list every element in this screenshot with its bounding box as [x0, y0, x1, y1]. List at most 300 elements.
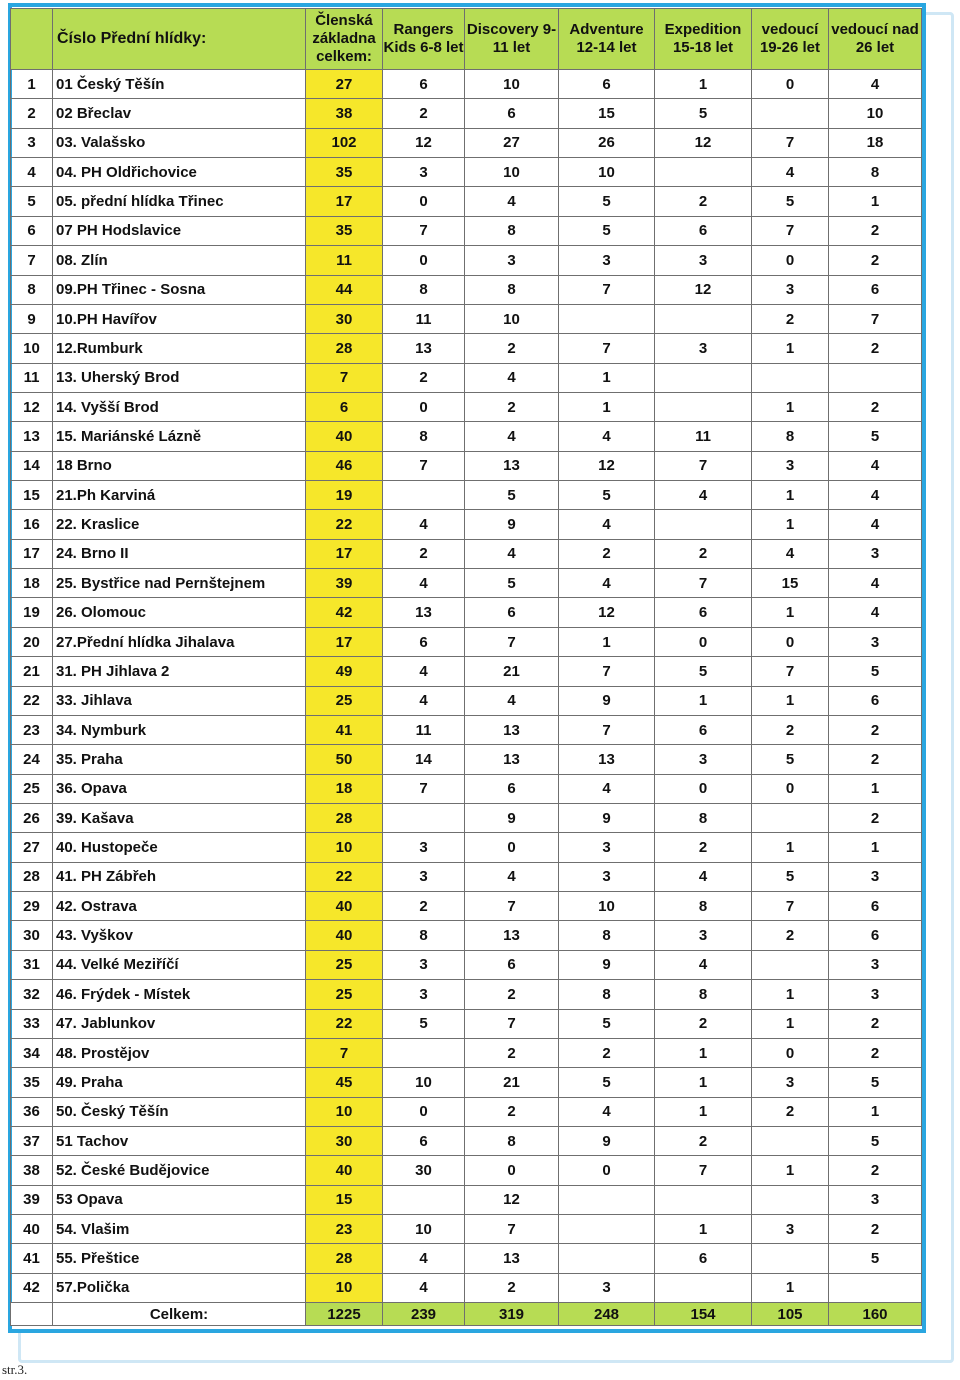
row-leaders-old: 4 — [829, 481, 922, 510]
row-rangers: 5 — [383, 1009, 465, 1038]
row-total: 42 — [306, 598, 383, 627]
header-total: Členská základna celkem: — [306, 9, 383, 70]
table-row — [11, 392, 922, 421]
row-rangers: 2 — [383, 539, 465, 568]
row-expedition: 2 — [655, 1009, 752, 1038]
row-adventure: 3 — [559, 862, 655, 891]
row-expedition: 7 — [655, 1156, 752, 1185]
row-leaders-young — [752, 950, 829, 979]
row-adventure: 1 — [559, 363, 655, 392]
table-row — [11, 1273, 922, 1302]
header-leaders-old: vedoucí nad 26 let — [829, 9, 922, 70]
row-name: 42. Ostrava — [53, 892, 306, 921]
row-total: 46 — [306, 451, 383, 480]
row-leaders-young: 7 — [752, 128, 829, 157]
row-discovery: 10 — [465, 70, 559, 99]
table-row — [11, 187, 922, 216]
row-number: 35 — [11, 1068, 53, 1097]
table-row — [11, 1097, 922, 1126]
row-expedition: 6 — [655, 715, 752, 744]
row-leaders-old: 10 — [829, 99, 922, 128]
table-row — [11, 657, 922, 686]
row-leaders-old: 2 — [829, 1215, 922, 1244]
row-expedition: 1 — [655, 1097, 752, 1126]
row-adventure: 9 — [559, 1126, 655, 1155]
table-row — [11, 715, 922, 744]
table-row — [11, 598, 922, 627]
row-leaders-young: 1 — [752, 686, 829, 715]
row-number: 18 — [11, 569, 53, 598]
row-adventure: 5 — [559, 187, 655, 216]
table-row — [11, 833, 922, 862]
row-discovery: 13 — [465, 715, 559, 744]
row-expedition — [655, 510, 752, 539]
row-expedition: 8 — [655, 980, 752, 1009]
row-leaders-young: 7 — [752, 657, 829, 686]
row-discovery: 8 — [465, 1126, 559, 1155]
row-rangers: 3 — [383, 833, 465, 862]
row-leaders-young: 3 — [752, 451, 829, 480]
row-expedition: 2 — [655, 187, 752, 216]
row-expedition: 1 — [655, 1068, 752, 1097]
row-leaders-old: 5 — [829, 1244, 922, 1273]
row-leaders-old: 2 — [829, 216, 922, 245]
row-discovery: 9 — [465, 803, 559, 832]
row-leaders-young: 1 — [752, 598, 829, 627]
row-adventure: 12 — [559, 598, 655, 627]
row-rangers: 3 — [383, 950, 465, 979]
row-expedition: 12 — [655, 275, 752, 304]
header-name: Číslo Přední hlídky: — [53, 9, 306, 70]
row-adventure: 9 — [559, 950, 655, 979]
row-number: 17 — [11, 539, 53, 568]
row-discovery: 2 — [465, 334, 559, 363]
row-number: 13 — [11, 422, 53, 451]
row-name: 52. České Budějovice — [53, 1156, 306, 1185]
row-discovery: 5 — [465, 569, 559, 598]
row-number: 2 — [11, 99, 53, 128]
row-leaders-young: 3 — [752, 275, 829, 304]
row-leaders-young: 1 — [752, 481, 829, 510]
row-leaders-old: 2 — [829, 1009, 922, 1038]
table-row — [11, 745, 922, 774]
table-row — [11, 99, 922, 128]
row-name: 39. Kašava — [53, 803, 306, 832]
row-leaders-old: 3 — [829, 1185, 922, 1214]
row-expedition: 1 — [655, 70, 752, 99]
row-number: 8 — [11, 275, 53, 304]
row-expedition: 7 — [655, 451, 752, 480]
row-expedition: 3 — [655, 921, 752, 950]
row-leaders-young — [752, 99, 829, 128]
row-rangers: 7 — [383, 774, 465, 803]
row-number: 10 — [11, 334, 53, 363]
row-total: 41 — [306, 715, 383, 744]
row-number: 33 — [11, 1009, 53, 1038]
row-leaders-young: 1 — [752, 1009, 829, 1038]
row-leaders-young: 1 — [752, 833, 829, 862]
row-total: 7 — [306, 1038, 383, 1067]
footer-row — [11, 1303, 922, 1326]
row-leaders-old: 3 — [829, 539, 922, 568]
row-rangers: 3 — [383, 980, 465, 1009]
row-expedition: 1 — [655, 1215, 752, 1244]
row-name: 05. přední hlídka Třinec — [53, 187, 306, 216]
row-name: 02 Břeclav — [53, 99, 306, 128]
row-adventure: 9 — [559, 803, 655, 832]
row-number: 40 — [11, 1215, 53, 1244]
row-leaders-old: 2 — [829, 1038, 922, 1067]
row-leaders-young: 4 — [752, 539, 829, 568]
table-row — [11, 246, 922, 275]
table-row — [11, 862, 922, 891]
row-total: 11 — [306, 246, 383, 275]
row-leaders-young: 2 — [752, 921, 829, 950]
row-number: 4 — [11, 158, 53, 187]
row-number: 28 — [11, 862, 53, 891]
row-discovery: 3 — [465, 246, 559, 275]
table-row — [11, 334, 922, 363]
row-leaders-old: 18 — [829, 128, 922, 157]
row-expedition: 3 — [655, 745, 752, 774]
row-rangers: 2 — [383, 363, 465, 392]
row-leaders-old: 1 — [829, 187, 922, 216]
row-leaders-young: 5 — [752, 862, 829, 891]
row-discovery: 10 — [465, 158, 559, 187]
row-number: 24 — [11, 745, 53, 774]
row-discovery: 2 — [465, 980, 559, 1009]
row-leaders-old: 2 — [829, 715, 922, 744]
row-number: 14 — [11, 451, 53, 480]
table-row — [11, 774, 922, 803]
row-total: 50 — [306, 745, 383, 774]
row-number: 19 — [11, 598, 53, 627]
row-adventure: 3 — [559, 246, 655, 275]
row-leaders-old: 2 — [829, 246, 922, 275]
row-name: 34. Nymburk — [53, 715, 306, 744]
row-adventure: 13 — [559, 745, 655, 774]
row-adventure: 1 — [559, 627, 655, 656]
row-number: 16 — [11, 510, 53, 539]
row-discovery: 10 — [465, 304, 559, 333]
row-expedition — [655, 392, 752, 421]
row-rangers: 13 — [383, 334, 465, 363]
row-rangers: 13 — [383, 598, 465, 627]
row-expedition — [655, 158, 752, 187]
row-number: 27 — [11, 833, 53, 862]
row-leaders-old: 4 — [829, 510, 922, 539]
row-rangers: 10 — [383, 1215, 465, 1244]
row-leaders-young: 2 — [752, 1097, 829, 1126]
row-name: 25. Bystřice nad Pernštejnem — [53, 569, 306, 598]
row-adventure: 7 — [559, 275, 655, 304]
row-leaders-young: 0 — [752, 246, 829, 275]
row-number: 39 — [11, 1185, 53, 1214]
row-number: 34 — [11, 1038, 53, 1067]
row-name: 14. Vyšší Brod — [53, 392, 306, 421]
table-row — [11, 1068, 922, 1097]
row-expedition — [655, 304, 752, 333]
row-discovery: 5 — [465, 481, 559, 510]
row-expedition: 2 — [655, 539, 752, 568]
table-row — [11, 1126, 922, 1155]
row-leaders-young — [752, 1185, 829, 1214]
row-rangers: 30 — [383, 1156, 465, 1185]
row-leaders-old: 5 — [829, 422, 922, 451]
row-name: 21.Ph Karviná — [53, 481, 306, 510]
row-leaders-old: 3 — [829, 862, 922, 891]
table-row — [11, 363, 922, 392]
row-name: 47. Jablunkov — [53, 1009, 306, 1038]
row-number: 15 — [11, 481, 53, 510]
row-rangers: 12 — [383, 128, 465, 157]
row-discovery: 0 — [465, 1156, 559, 1185]
row-expedition: 3 — [655, 334, 752, 363]
row-leaders-young: 1 — [752, 392, 829, 421]
row-discovery: 12 — [465, 1185, 559, 1214]
row-discovery: 13 — [465, 451, 559, 480]
row-total: 27 — [306, 70, 383, 99]
row-number: 7 — [11, 246, 53, 275]
row-leaders-young: 8 — [752, 422, 829, 451]
table-row — [11, 481, 922, 510]
row-leaders-old: 1 — [829, 1097, 922, 1126]
row-name: 33. Jihlava — [53, 686, 306, 715]
row-adventure — [559, 1185, 655, 1214]
row-rangers: 8 — [383, 422, 465, 451]
row-expedition: 4 — [655, 950, 752, 979]
table-row — [11, 1156, 922, 1185]
row-expedition: 8 — [655, 892, 752, 921]
row-rangers: 4 — [383, 1244, 465, 1273]
row-number: 22 — [11, 686, 53, 715]
row-name: 26. Olomouc — [53, 598, 306, 627]
row-leaders-young: 7 — [752, 216, 829, 245]
row-name: 53 Opava — [53, 1185, 306, 1214]
header-discovery: Discovery 9-11 let — [465, 9, 559, 70]
footer-total: 1225 — [306, 1303, 383, 1326]
row-discovery: 6 — [465, 99, 559, 128]
footer-adventure: 248 — [559, 1303, 655, 1326]
row-total: 25 — [306, 980, 383, 1009]
row-adventure: 4 — [559, 510, 655, 539]
row-rangers: 3 — [383, 158, 465, 187]
row-discovery: 7 — [465, 1215, 559, 1244]
row-leaders-old — [829, 1273, 922, 1302]
row-name: 36. Opava — [53, 774, 306, 803]
row-rangers: 0 — [383, 246, 465, 275]
row-leaders-young: 15 — [752, 569, 829, 598]
table-row — [11, 980, 922, 1009]
row-adventure: 8 — [559, 921, 655, 950]
row-adventure: 4 — [559, 1097, 655, 1126]
row-leaders-old: 1 — [829, 833, 922, 862]
row-rangers: 14 — [383, 745, 465, 774]
row-discovery: 0 — [465, 833, 559, 862]
row-adventure: 15 — [559, 99, 655, 128]
row-rangers — [383, 1038, 465, 1067]
row-expedition: 8 — [655, 803, 752, 832]
row-number: 29 — [11, 892, 53, 921]
row-leaders-young: 1 — [752, 980, 829, 1009]
row-expedition — [655, 1273, 752, 1302]
row-number: 21 — [11, 657, 53, 686]
row-leaders-young: 3 — [752, 1068, 829, 1097]
table-row — [11, 1038, 922, 1067]
row-leaders-young: 1 — [752, 1156, 829, 1185]
row-total: 15 — [306, 1185, 383, 1214]
row-rangers: 11 — [383, 715, 465, 744]
row-total: 40 — [306, 921, 383, 950]
row-rangers: 6 — [383, 1126, 465, 1155]
row-discovery: 8 — [465, 275, 559, 304]
row-rangers: 3 — [383, 862, 465, 891]
table-row — [11, 275, 922, 304]
row-name: 03. Valašsko — [53, 128, 306, 157]
row-expedition: 0 — [655, 627, 752, 656]
row-expedition: 1 — [655, 686, 752, 715]
row-expedition: 5 — [655, 99, 752, 128]
row-rangers: 7 — [383, 451, 465, 480]
row-name: 12.Rumburk — [53, 334, 306, 363]
row-total: 40 — [306, 1156, 383, 1185]
table-row — [11, 216, 922, 245]
row-leaders-young: 2 — [752, 304, 829, 333]
row-leaders-young: 4 — [752, 158, 829, 187]
row-name: 31. PH Jihlava 2 — [53, 657, 306, 686]
row-adventure: 8 — [559, 980, 655, 1009]
row-leaders-young: 7 — [752, 892, 829, 921]
row-total: 44 — [306, 275, 383, 304]
row-number: 41 — [11, 1244, 53, 1273]
row-rangers: 4 — [383, 569, 465, 598]
row-rangers — [383, 481, 465, 510]
row-leaders-young: 3 — [752, 1215, 829, 1244]
row-total: 17 — [306, 539, 383, 568]
row-number: 12 — [11, 392, 53, 421]
row-discovery: 4 — [465, 363, 559, 392]
row-adventure: 7 — [559, 334, 655, 363]
row-adventure: 7 — [559, 715, 655, 744]
table-row — [11, 128, 922, 157]
row-total: 6 — [306, 392, 383, 421]
row-total: 38 — [306, 99, 383, 128]
row-leaders-old: 5 — [829, 1126, 922, 1155]
table-row — [11, 627, 922, 656]
row-total: 19 — [306, 481, 383, 510]
row-expedition: 6 — [655, 598, 752, 627]
footer-discovery: 319 — [465, 1303, 559, 1326]
table-row — [11, 451, 922, 480]
footer-blank — [11, 1303, 53, 1326]
row-expedition: 7 — [655, 569, 752, 598]
header-number — [11, 9, 53, 70]
row-name: 55. Přeštice — [53, 1244, 306, 1273]
row-total: 45 — [306, 1068, 383, 1097]
row-leaders-young: 2 — [752, 715, 829, 744]
row-rangers: 6 — [383, 627, 465, 656]
row-name: 46. Frýdek - Místek — [53, 980, 306, 1009]
row-discovery: 2 — [465, 1038, 559, 1067]
row-adventure: 7 — [559, 657, 655, 686]
row-adventure: 1 — [559, 392, 655, 421]
row-adventure: 3 — [559, 833, 655, 862]
table-row — [11, 803, 922, 832]
row-adventure: 2 — [559, 1038, 655, 1067]
row-name: 24. Brno II — [53, 539, 306, 568]
row-rangers: 0 — [383, 1097, 465, 1126]
row-number: 26 — [11, 803, 53, 832]
row-number: 6 — [11, 216, 53, 245]
row-leaders-old: 6 — [829, 275, 922, 304]
row-leaders-young: 0 — [752, 70, 829, 99]
membership-table — [10, 8, 922, 1326]
row-total: 7 — [306, 363, 383, 392]
row-name: 15. Mariánské Lázně — [53, 422, 306, 451]
row-leaders-old: 4 — [829, 569, 922, 598]
row-leaders-young: 0 — [752, 627, 829, 656]
row-discovery: 9 — [465, 510, 559, 539]
row-name: 41. PH Zábřeh — [53, 862, 306, 891]
row-leaders-old: 2 — [829, 745, 922, 774]
footer-leaders-old: 160 — [829, 1303, 922, 1326]
row-adventure: 3 — [559, 1273, 655, 1302]
row-adventure: 10 — [559, 158, 655, 187]
row-name: 57.Polička — [53, 1273, 306, 1302]
row-adventure: 10 — [559, 892, 655, 921]
row-total: 28 — [306, 803, 383, 832]
row-rangers: 4 — [383, 1273, 465, 1302]
row-name: 43. Vyškov — [53, 921, 306, 950]
footer-leaders-young: 105 — [752, 1303, 829, 1326]
row-adventure: 4 — [559, 774, 655, 803]
row-name: 50. Český Těšín — [53, 1097, 306, 1126]
row-leaders-old: 8 — [829, 158, 922, 187]
row-leaders-old: 2 — [829, 334, 922, 363]
row-expedition: 2 — [655, 833, 752, 862]
row-leaders-young: 5 — [752, 745, 829, 774]
row-leaders-young: 1 — [752, 510, 829, 539]
row-number: 9 — [11, 304, 53, 333]
row-total: 35 — [306, 158, 383, 187]
row-discovery: 4 — [465, 686, 559, 715]
row-leaders-old: 6 — [829, 921, 922, 950]
row-leaders-young: 1 — [752, 334, 829, 363]
row-expedition: 2 — [655, 1126, 752, 1155]
row-leaders-old — [829, 363, 922, 392]
table-row — [11, 158, 922, 187]
row-name: 54. Vlašim — [53, 1215, 306, 1244]
row-discovery: 21 — [465, 657, 559, 686]
row-name: 22. Kraslice — [53, 510, 306, 539]
row-name: 44. Velké Meziříčí — [53, 950, 306, 979]
row-total: 22 — [306, 510, 383, 539]
row-discovery: 2 — [465, 392, 559, 421]
table-row — [11, 1215, 922, 1244]
row-discovery: 7 — [465, 892, 559, 921]
row-total: 49 — [306, 657, 383, 686]
row-name: 49. Praha — [53, 1068, 306, 1097]
row-number: 1 — [11, 70, 53, 99]
table-row — [11, 921, 922, 950]
row-expedition: 1 — [655, 1038, 752, 1067]
row-leaders-old: 4 — [829, 451, 922, 480]
row-leaders-young: 5 — [752, 187, 829, 216]
row-adventure: 2 — [559, 539, 655, 568]
row-adventure — [559, 304, 655, 333]
row-name: 07 PH Hodslavice — [53, 216, 306, 245]
row-name: 18 Brno — [53, 451, 306, 480]
